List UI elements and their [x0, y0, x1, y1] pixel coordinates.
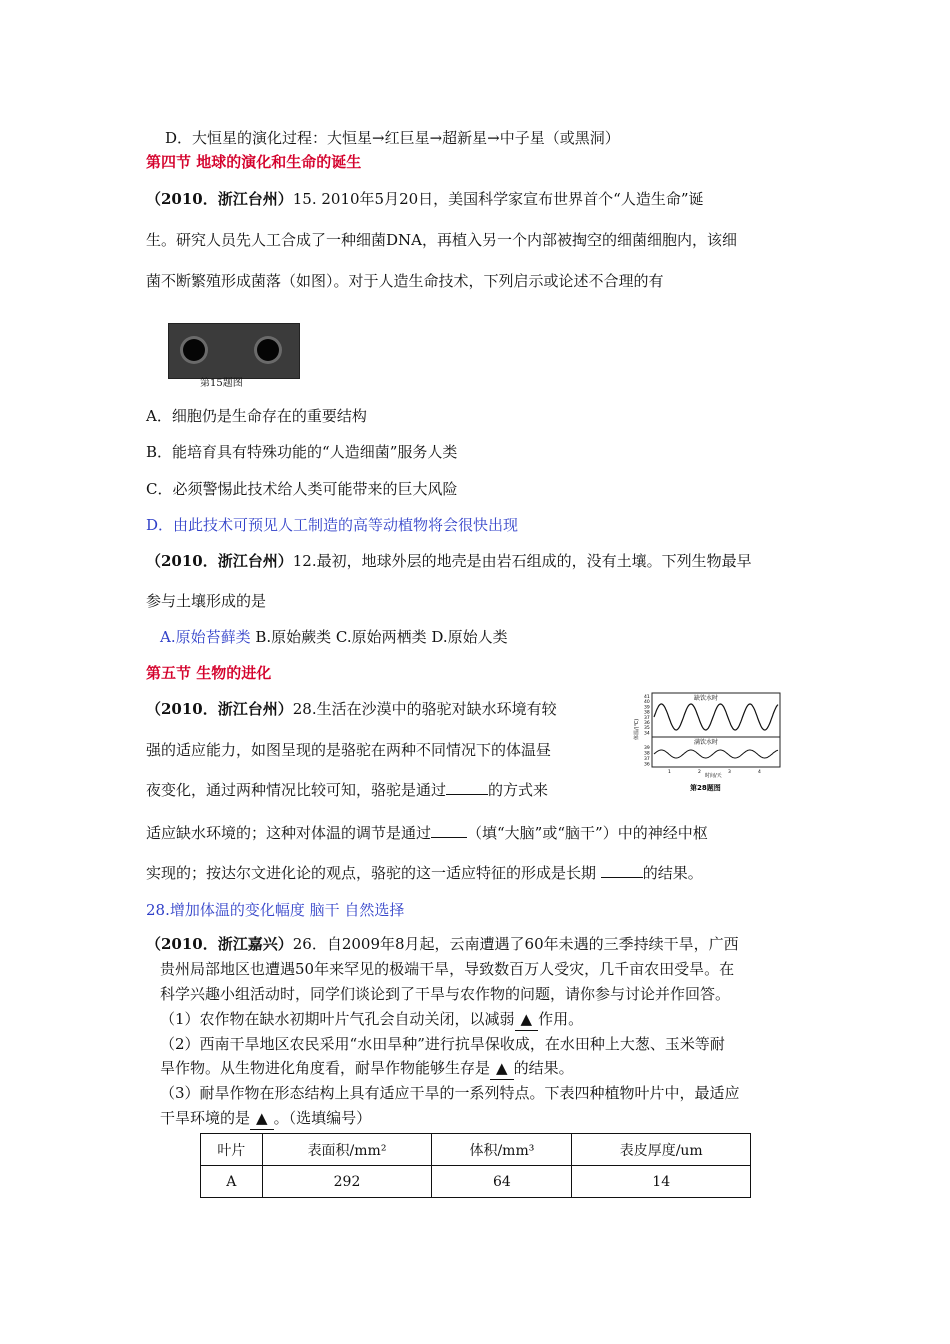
q15-option-a: A．细胞仍是生命存在的重要结构	[146, 407, 367, 425]
y-tick-label: 40	[644, 700, 650, 706]
q12-source: （2010．浙江台州）	[146, 552, 293, 570]
y-tick-label: 36	[644, 762, 650, 768]
y-tick-label: 37	[644, 757, 650, 762]
q26-part-3b	[160, 1107, 371, 1130]
q28-text-5a: 实现的；按达尔文进化论的观点，骆驼的这一适应特征的形成是长期	[146, 864, 601, 882]
q15-text-1: 15. 2010年5月20日，美国科学家宣布世界首个“人造生命”诞	[292, 190, 704, 208]
fig15-caption: 第15题图	[200, 378, 243, 389]
q26-line-3: 科学兴趣小组活动时，同学们谈论到了干旱与农作物的问题，请你参与讨论并作回答。	[160, 985, 731, 1003]
q28-line-2: 强的适应能力，如图呈现的是骆驼在两种不同情况下的体温昼	[146, 741, 552, 759]
section-5-title: 第五节 生物的进化	[146, 664, 272, 682]
q12-line-1	[146, 550, 752, 572]
q28-text-4b: （填“大脑”或“脑干”）中的神经中枢	[467, 824, 708, 842]
q26-part-3a: （3）耐旱作物在形态结构上具有适应干旱的一系列特点。下表四种植物叶片中，最适应	[160, 1084, 740, 1102]
y-tick-label: 39	[644, 746, 650, 751]
q12-other-options: B.原始蕨类 C.原始两栖类 D.原始人类	[250, 628, 508, 646]
y-tick-label: 34	[644, 731, 650, 737]
fig28-title-bottom: 满饮水时	[694, 739, 719, 746]
q28-source: （2010．浙江台州）	[146, 700, 293, 718]
q26-blank-2[interactable]: ▲	[490, 1057, 514, 1080]
curve-hydrated	[654, 750, 778, 758]
q26-part-2-end: 的结果。	[513, 1059, 574, 1077]
q15-option-c: C．必须警惕此技术给人类可能带来的巨大风险	[146, 480, 458, 498]
q15-line-1	[146, 188, 704, 210]
q12-line-2: 参与土壤形成的是	[146, 592, 267, 610]
q26-line-2: 贵州局部地区也遭遇50年来罕见的极端干旱，导致数百万人受灾，几千亩农田受旱。在	[160, 960, 735, 978]
q28-text-1: 28.生活在沙漠中的骆驼对缺水环境有较	[292, 700, 557, 718]
y-tick-label: 37	[644, 715, 650, 721]
y-tick-label: 39	[644, 705, 650, 711]
camel-temperature-figure	[632, 690, 786, 800]
q26-part-1-end: 作用。	[538, 1010, 584, 1028]
curve-dehydrated	[654, 704, 778, 730]
table-cell: 64	[432, 1166, 572, 1198]
q28-text-3b: 的方式来	[488, 781, 549, 799]
q26-part-1	[160, 1008, 583, 1031]
q28-line-5	[146, 862, 703, 884]
q28-blank-3[interactable]	[601, 862, 643, 878]
q15-option-b: B．能培育具有特殊功能的“人造细菌”服务人类	[146, 443, 458, 461]
q15-line-2: 生。研究人员先人工合成了一种细菌DNA，再植入另一个内部被掏空的细菌细胞内，该细	[146, 231, 737, 249]
x-tick-label: 1	[668, 770, 671, 775]
q26-part-2b	[160, 1057, 574, 1080]
fig28-tick-labels	[644, 694, 761, 775]
y-tick-label: 35	[644, 726, 650, 732]
colony-right	[257, 339, 279, 361]
fig28-ylabel: 体温/(℃)	[634, 718, 640, 740]
q26-part-3-text: 干旱环境的是	[160, 1109, 251, 1127]
q26-line-1	[146, 933, 739, 955]
y-tick-label: 38	[644, 751, 650, 757]
table-cell: A	[201, 1166, 263, 1198]
table-header-row	[201, 1134, 751, 1166]
q26-part-3-end: 。（选填编号）	[273, 1109, 372, 1127]
q28-blank-2[interactable]	[431, 822, 467, 838]
table-header-cell: 体积/mm³	[432, 1134, 572, 1166]
leaf-table	[200, 1133, 751, 1198]
table-row	[201, 1166, 751, 1198]
table-header-cell: 表面积/mm²	[262, 1134, 432, 1166]
q15-source: （2010．浙江台州）	[146, 190, 293, 208]
fig28-title-top: 缺饮水时	[694, 695, 719, 702]
y-tick-label: 41	[644, 695, 650, 700]
q28-blank-1[interactable]	[446, 779, 488, 795]
q28-answer: 28.增加体温的变化幅度 脑干 自然选择	[146, 901, 405, 919]
q28-text-4a: 适应缺水环境的；这种对体温的调节是通过	[146, 824, 432, 842]
q28-text-3a: 夜变化，通过两种情况比较可知，骆驼是通过	[146, 781, 447, 799]
q15-option-d-answer: D．由此技术可预见人工制造的高等动植物将会很快出现	[146, 516, 519, 534]
q28-text-5b: 的结果。	[642, 864, 703, 882]
section-4-title: 第四节 地球的演化和生命的诞生	[146, 153, 362, 171]
q26-part-2-text: 旱作物。从生物进化角度看，耐旱作物能够生存是	[160, 1059, 491, 1077]
q12-text-1: 12.最初，地球外层的地壳是由岩石组成的，没有土壤。下列生物最早	[292, 552, 752, 570]
option-d-star-evolution: D．大恒星的演化过程：大恒星→红巨星→超新星→中子星（或黑洞）	[165, 129, 620, 147]
table-cell: 14	[572, 1166, 751, 1198]
x-tick-label: 2	[698, 770, 701, 775]
q26-part-2a: （2）西南干旱地区农民采用“水田旱种”进行抗旱保收成，在水田种上大葱、玉米等耐	[160, 1035, 725, 1053]
q12-option-a-answer: A.原始苔藓类	[160, 628, 251, 646]
q26-source: （2010．浙江嘉兴）	[146, 935, 293, 953]
q28-line-3	[146, 779, 548, 801]
q28-line-4	[146, 822, 708, 844]
x-tick-label: 4	[758, 770, 761, 775]
table-header-cell: 表皮厚度/um	[572, 1134, 751, 1166]
fig28-caption: 第28题图	[690, 784, 721, 792]
fig28-xlabel: 时间/天	[705, 773, 722, 779]
q26-part-1-text: （1）农作物在缺水初期叶片气孔会自动关闭，以减弱	[160, 1010, 515, 1028]
q15-line-3: 菌不断繁殖形成菌落（如图）。对于人造生命技术，下列启示或论述不合理的有	[146, 272, 664, 290]
table-cell: 292	[262, 1166, 432, 1198]
colony-left	[183, 339, 205, 361]
q26-blank-3[interactable]: ▲	[250, 1107, 274, 1130]
bacteria-colony-figure	[168, 323, 300, 379]
x-tick-label: 3	[728, 770, 731, 775]
q26-blank-1[interactable]: ▲	[515, 1008, 539, 1031]
q26-text-1: 26．自2009年8月起，云南遭遇了60年未遇的三季持续干旱，广西	[292, 935, 739, 953]
y-tick-label: 38	[644, 710, 650, 716]
table-header-cell: 叶片	[201, 1134, 263, 1166]
q12-options	[160, 626, 508, 648]
q28-line-1	[146, 698, 557, 720]
y-tick-label: 36	[644, 721, 650, 726]
